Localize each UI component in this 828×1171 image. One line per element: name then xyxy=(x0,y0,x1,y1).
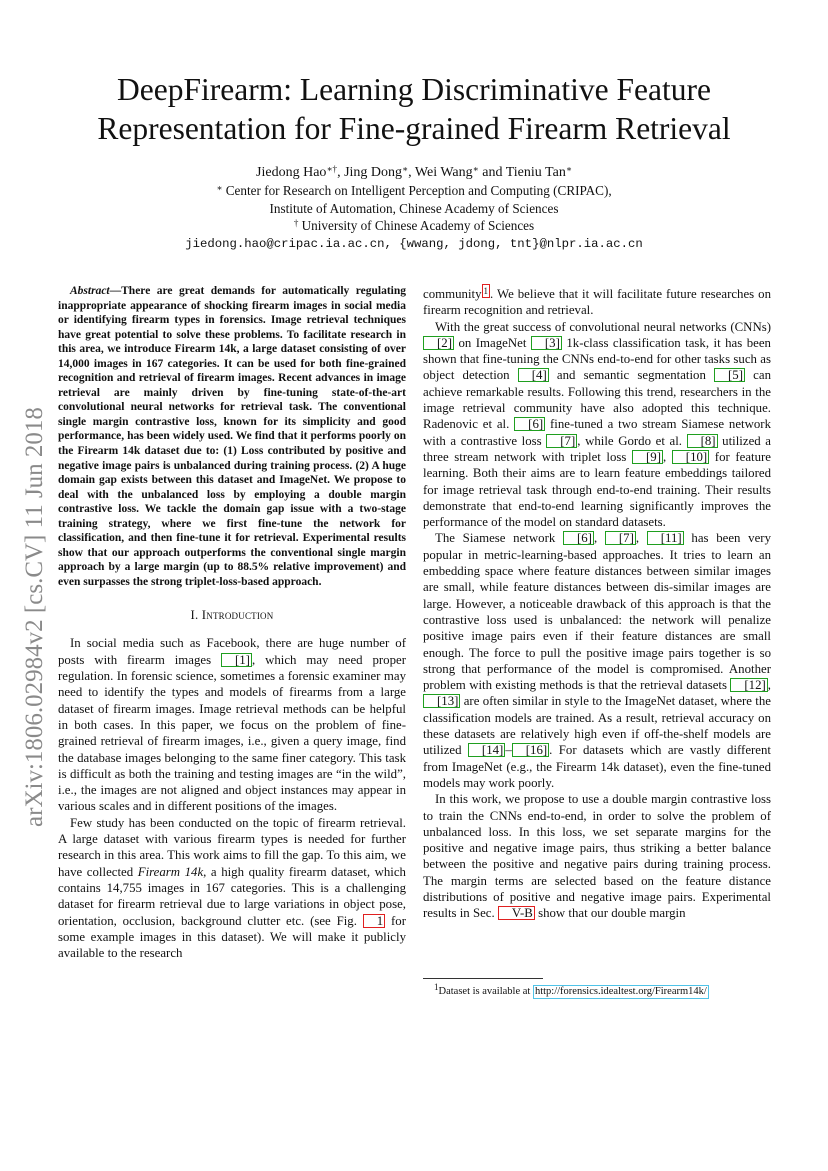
section-title: Introduction xyxy=(201,608,274,623)
citation-link[interactable]: [13] xyxy=(423,694,460,708)
citation-link[interactable]: [6] xyxy=(563,531,594,545)
citation-link[interactable]: [9] xyxy=(632,450,663,464)
author-separator: and xyxy=(478,165,506,180)
citation-link[interactable]: [5] xyxy=(714,368,745,382)
text-run: , xyxy=(663,449,672,464)
citation-link[interactable]: [12] xyxy=(730,678,767,692)
intro-paragraph-1 xyxy=(58,635,406,814)
text-run: In this work, we propose to use a double margin contrastive loss to train the CNNs end-to-end, in order to solve the problem of unbalanced loss. In this loss, we set separate margins for the positive and negative image pairs, thus striking a better balance between the positive and negative pairs during training process. The margin terms are selected based on the feature distance distributions of positive and negative image pairs. Experimental results in Sec. xyxy=(423,792,771,921)
author-mark: ∗ xyxy=(472,164,479,174)
text-run: , xyxy=(593,531,605,546)
author-emails: jiedong.hao@cripac.ia.ac.cn, {wwang, jdong, tnt}@nlpr.ia.ac.cn xyxy=(185,236,643,251)
dataset-name: Firearm 14k xyxy=(137,864,204,879)
text-run: . We believe that it will facilitate future researches on firearm recognition and retrieval. xyxy=(423,287,771,318)
text-run: show that our double margin xyxy=(534,906,686,921)
author-name: Jing Dong xyxy=(344,165,403,180)
author-name: Tieniu Tan xyxy=(505,165,566,180)
text-run: , xyxy=(767,678,771,693)
text-run: , xyxy=(635,531,647,546)
footnote-link[interactable]: 1 xyxy=(483,286,489,296)
citation-link[interactable]: [7] xyxy=(546,434,577,448)
abstract-label: Abstract xyxy=(70,285,110,297)
author-mark: ∗ xyxy=(565,164,572,174)
citation-link[interactable]: [11] xyxy=(647,531,684,545)
text-run: With the great success of convolutional neural networks (CNNs) xyxy=(435,319,771,334)
affiliation-mark: ∗ xyxy=(216,183,223,193)
right-column xyxy=(423,284,771,922)
section-number: I. xyxy=(190,608,199,623)
text-run: The Siamese network xyxy=(435,531,563,546)
text-run: Few study has been conducted on the topic of firearm retrieval. A large dataset with various firearm types is needed for further research in this area. This work aims to fill the gap. To this aim, we have collected xyxy=(58,815,406,879)
text-run: 1k-class classification task, it has been shown that fine-tuning the CNNs end-to-end for other tasks such as object detection xyxy=(423,335,771,383)
citation-link[interactable]: [7] xyxy=(605,531,636,545)
citation-link[interactable]: [1] xyxy=(221,653,252,667)
text-run: for some example images in this dataset). We will make it publicly available to the research xyxy=(58,913,406,961)
intro-paragraph-5 xyxy=(423,791,771,921)
affiliation-text: Center for Research on Intelligent Perception and Computing (CRIPAC), xyxy=(225,183,612,198)
text-run: community xyxy=(423,287,482,301)
text-run: has been very popular in metric-learning-based approaches. It tries to learn an embedding space where feature distances between similar images are small, while feature distances between dis-similar images are large. However, a noticeable drawback of this approach is that the contrastive loss used is unbalanced: the network will penalize positive image pairs even if their feature distances are small enough. The force to pull the positive image pairs together is so strong that performance of the model is compromised. Another problem with existing methods is that the retrieval datasets xyxy=(423,531,771,693)
text-run: , while Gordo et al. xyxy=(577,433,687,448)
author-separator: , xyxy=(337,165,345,180)
intro-paragraph-4 xyxy=(423,530,771,791)
abstract xyxy=(58,284,406,589)
citation-link[interactable]: [3] xyxy=(531,336,562,350)
citation-link[interactable]: [2] xyxy=(423,336,454,350)
affiliation-mark: † xyxy=(293,218,299,228)
text-run: are often similar in style to the ImageNet dataset, where the classification models are trained. As a result, retrieval accuracy on these datasets are relatively high even if off-the-shelf models are utilized xyxy=(423,694,771,758)
author-list xyxy=(0,164,828,182)
section-link[interactable]: V-B xyxy=(498,906,535,920)
left-column xyxy=(58,284,406,961)
section-heading xyxy=(58,607,406,623)
affiliation-1-line-2: Institute of Automation, Chinese Academy of Sciences xyxy=(269,200,559,216)
text-run: , which may need proper regulation. In forensic science, sometimes a forensic examiner may need to identify the types and models of firearms from a large dataset of firearm images. Image retrieval methods can be helpful in both cases. In this paper, we focus on the problem of fine-grained retrieval of firearm images, i.e., given a query image, find the database images belonging to the same finer category. This task is difficult as both the training and testing images are “in the wild”, i.e., the images are not aligned and object instances may appear in various scales and in different positions of the images. xyxy=(58,652,407,814)
footnote-mark: 1 xyxy=(434,982,439,992)
affiliation-1 xyxy=(0,182,828,200)
text-run: – xyxy=(505,743,512,758)
title-line-1: DeepFirearm: Learning Discriminative Feature xyxy=(117,72,711,107)
figure-link[interactable]: 1 xyxy=(363,914,385,928)
author-mark: ∗ xyxy=(402,164,409,174)
text-run: fine-tuned a two stream Siamese network with a contrastive loss xyxy=(423,417,772,448)
footnote-text: Dataset is available at xyxy=(438,986,533,997)
text-run: In social media such as Facebook, there are huge number of posts with firearm images xyxy=(58,636,406,667)
author-name: Wei Wang xyxy=(414,165,473,180)
citation-link[interactable]: [16] xyxy=(512,743,549,757)
intro-paragraph-2-continued xyxy=(423,284,771,319)
citation-link[interactable]: [10] xyxy=(672,450,709,464)
abstract-text: —There are great demands for automatically regulating inappropriate appearance of shocking firearm images in social media or identifying firearm types in forensics. Image retrieval techniques have great potential to solve these problems. To facilitate research in this area, we introduce Firearm 14k, a large dataset consisting of over 14,000 images in 167 categories. It can be used for both fine-grained recognition and retrieval of firearm images. Recent advances in image retrieval are mainly driven by fine-tuning state-of-the-art convolutional neural networks for retrieval task. The conventional single margin contrastive loss, known for its simplicity and good performance, has been widely used. We find that it performs poorly on the Firearm 14k dataset due to: (1) Loss contributed by positive and negative image pairs is unbalanced during training process. (2) A huge domain gap exists between this dataset and ImageNet. We propose to deal with the unbalanced loss by employing a double margin contrastive loss. We tackle the domain gap issue with a two-stage training strategy, where we first fine-tune the network for classification, and then fine-tune it for retrieval. Experimental results show that our approach outperforms the conventional single margin approach by a large margin (up to 88.5% relative improvement) and even surpasses the strong triplet-loss-based approach. xyxy=(58,285,406,588)
affiliation-text: University of Chinese Academy of Sciences xyxy=(301,218,535,233)
text-run: and semantic segmentation xyxy=(548,368,715,383)
citation-link[interactable]: [6] xyxy=(514,417,545,431)
text-run: , a high quality firearm dataset, which contains 14,755 images in 167 categories. This is a challenging dataset for firearm retrieval due to large variations in object pose, orientation, occlusion, background clutter etc. (see Fig. xyxy=(58,864,406,928)
author-block xyxy=(0,164,828,253)
intro-paragraph-3 xyxy=(423,319,771,531)
citation-link[interactable]: [4] xyxy=(518,368,549,382)
title-line-2: Representation for Fine-grained Firearm Retrieval xyxy=(97,111,731,146)
text-run: on ImageNet xyxy=(453,335,531,350)
text-run: . For datasets which are vastly different from ImageNet (e.g., the Firearm 14k dataset), even the fine-tuned models may work poorly. xyxy=(423,743,771,790)
author-name: Jiedong Hao xyxy=(256,165,327,180)
footnote-rule xyxy=(423,978,543,985)
intro-paragraph-2 xyxy=(58,815,406,962)
text-run: for feature learning. Both their aims are to learn feature embeddings tailored for image retrieval task through end-to-end training. Their results demonstrate that end-to-end learning significantly improves the performance of the model on standard datasets. xyxy=(423,449,771,530)
footnote xyxy=(434,982,709,999)
text-run: utilized a three stream network with triplet loss xyxy=(423,433,771,464)
paper-title xyxy=(0,70,828,148)
citation-link[interactable]: [8] xyxy=(687,434,718,448)
citation-link[interactable]: [14] xyxy=(468,743,505,757)
affiliation-2 xyxy=(0,217,828,235)
text-run: can achieve remarkable results. Following this trend, researchers in the image retrieval community have also adopted this technique. Radenovic et al. xyxy=(423,368,771,432)
author-separator: , xyxy=(408,165,415,180)
author-mark: ∗† xyxy=(326,164,338,174)
dataset-url-link[interactable]: http://forensics.idealtest.org/Firearm14k/ xyxy=(534,986,707,997)
arxiv-stamp: arXiv:1806.02984v2 [cs.CV] 11 Jun 2018 xyxy=(21,407,48,827)
